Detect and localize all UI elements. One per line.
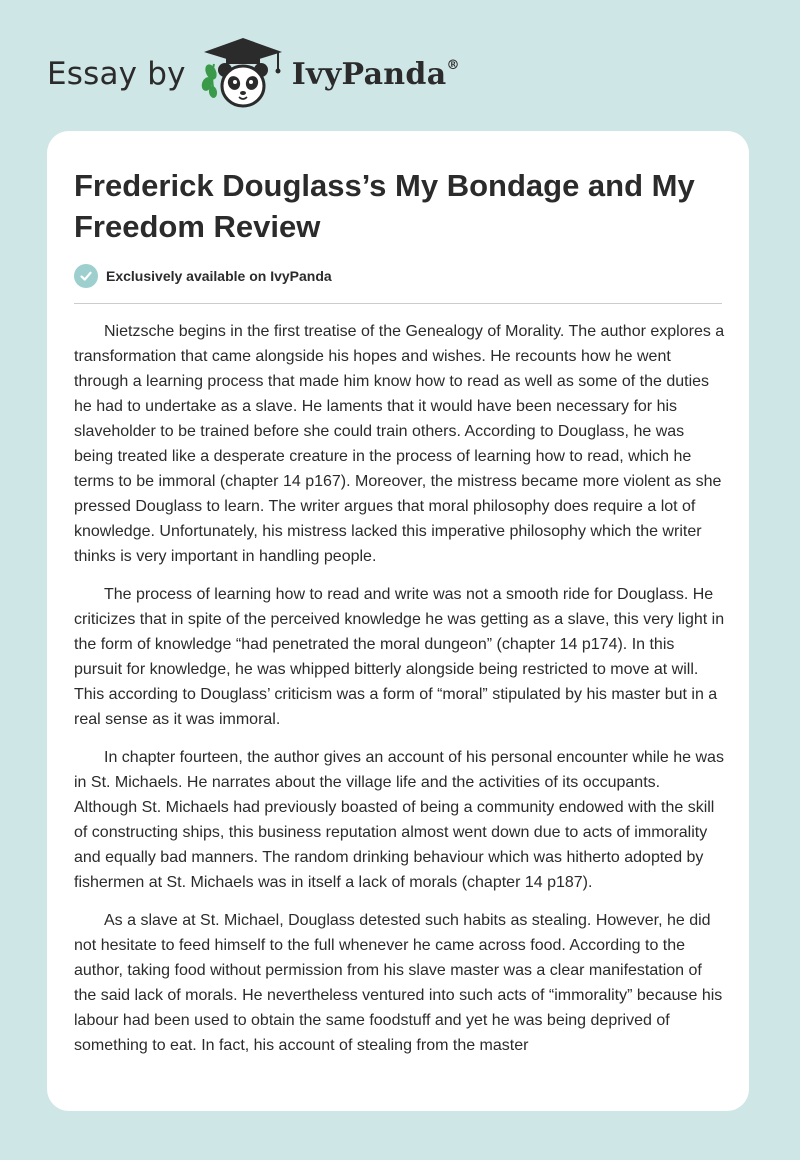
- registered-mark: ®: [446, 57, 460, 73]
- paragraph: Nietzsche begins in the first treatise of the Genealogy of Morality. The author explores a transformation that came alongside his hopes and wishes. He recounts how he went through a learning process that made him know how to read as well as some of the duties he had to undertake as a slave. He laments that it would have been necessary for his slaveholder to be trained before she could train others. According to Douglass, he was being treated like a desperate creature in the process of learning how to read, which he terms to be immoral (chapter 14 p167). Moreover, the mistress became more violent as she pressed Douglass to learn. The writer argues that moral philosophy does require a lot of knowledge. Unfortunately, his mistress lacked this imperative philosophy which the writer thinks is very important in handling people.: [74, 323, 725, 565]
- divider: [74, 303, 722, 304]
- page-title: Frederick Douglass’s My Bondage and My Freedom Review: [74, 168, 695, 244]
- essay-body: [74, 319, 726, 1071]
- site-header: [47, 34, 460, 114]
- brand-label: IvyPanda: [291, 56, 447, 92]
- essay-by-label: Essay by: [47, 56, 186, 92]
- paragraph: In chapter fourteen, the author gives an account of his personal encounter while he was in St. Michaels. He narrates about the village life and the activities of its occupants. Although St. Michaels had previously boasted of being a community endowed with the skill of constructing ships, this business reputation almost went down due to acts of immorality and equally bad manners. The random drinking behaviour which was hitherto adopted by fishermen at St. Michaels was in itself a lack of morals (chapter 14 p187).: [74, 749, 724, 891]
- paragraph: The process of learning how to read and write was not a smooth ride for Douglass. He criticizes that in spite of the perceived knowledge he was getting as a slave, this very light in the form of knowledge “had penetrated the moral dungeon” (chapter 14 p174). In this pursuit for knowledge, he was whipped bitterly alongside being restricted to move at will. This according to Douglass’ criticism was a form of “moral” stipulated by his master but in a real sense as it was immoral.: [74, 586, 725, 728]
- exclusive-notice: [74, 264, 332, 288]
- exclusive-label: Exclusively available on IvyPanda: [106, 268, 332, 284]
- essay-card: [47, 131, 749, 1111]
- check-circle-icon: [74, 264, 98, 288]
- brand-name[interactable]: [292, 57, 460, 92]
- panda-graduate-logo-icon[interactable]: [198, 34, 288, 114]
- paragraph: As a slave at St. Michael, Douglass detested such habits as stealing. However, he did not hesitate to feed himself to the full whenever he came across food. According to the author, taking food without permission from his slave master was a clear manifestation of the said lack of morals. He nevertheless ventured into such acts of “immorality” because his labour had been used to obtain the same foodstuff and yet he was being deprived of something to eat. In fact, his account of stealing from the master: [74, 912, 723, 1054]
